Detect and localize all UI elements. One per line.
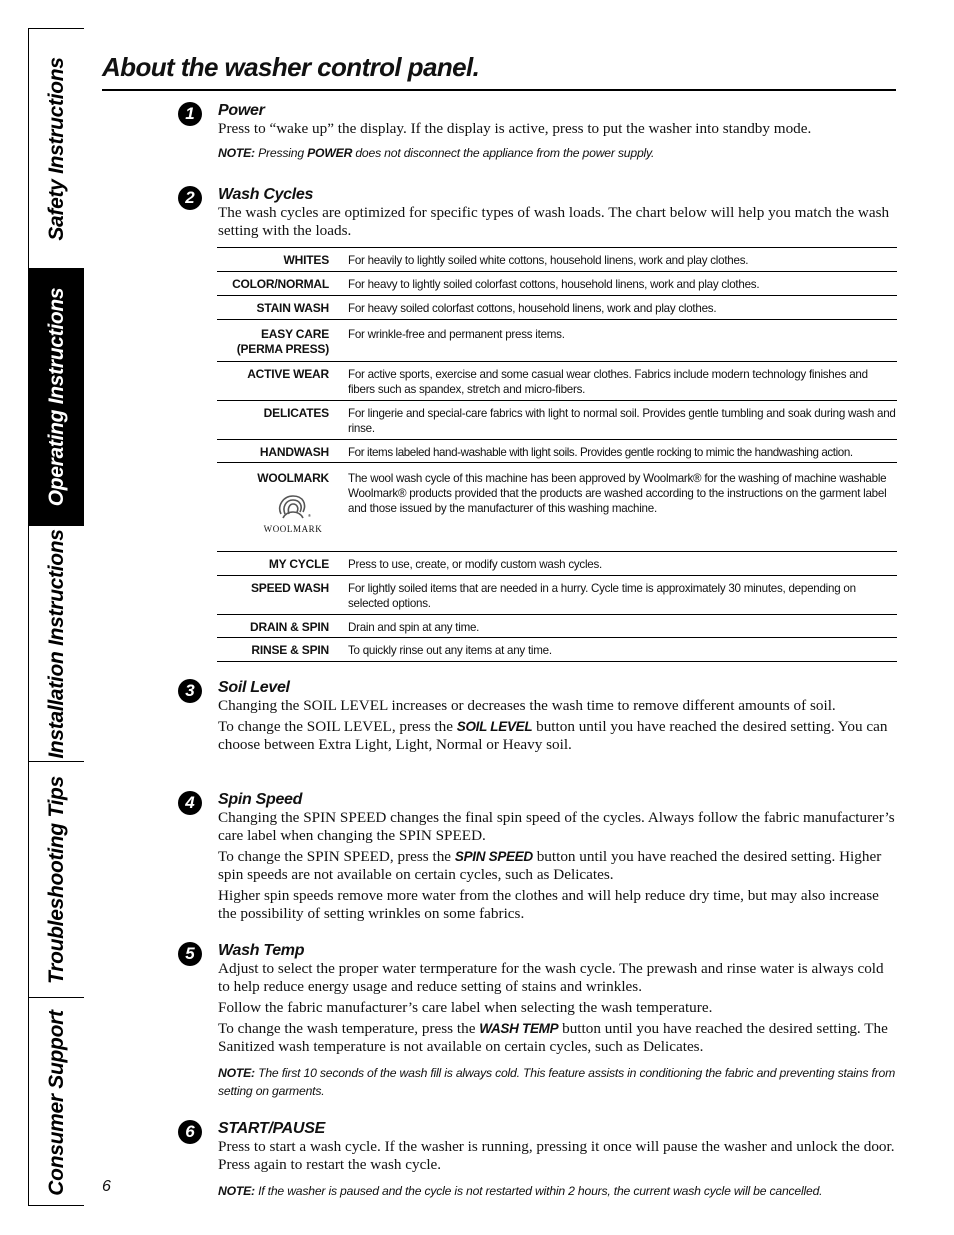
wash-cycle-table: [217, 247, 897, 662]
section-spin-speed: [178, 791, 898, 923]
tab-consumer-support[interactable]: Consumer Support: [44, 1009, 68, 1196]
section-soil-level: [178, 679, 898, 754]
section-text: Press to start a wash cycle. If the washer is running, pressing it once will pause the washer and unlock the door. Press again to restart the wash cycle.: [218, 1138, 895, 1173]
section-text: Adjust to select the proper water termperature for the wash cycle. The prewash and rinse water is always cold to help reduce energy usage and reduce setting of stains and wrinkles.: [218, 960, 884, 995]
section-text: To change the SOIL LEVEL, press the SOIL LEVEL button until you have reached the desired setting. You can choose between Extra Light, Light, Normal or Heavy soil.: [218, 718, 888, 753]
section-heading: Wash Temp: [218, 942, 305, 959]
section-heading: START/PAUSE: [218, 1120, 325, 1137]
table-row: [217, 463, 897, 552]
woolmark-icon: [275, 492, 311, 522]
table-row: [217, 362, 897, 401]
cycle-description: For items labeled hand-washable with light soils. Provides gentle rocking to mimic the handwashing action.: [348, 446, 853, 459]
cycle-name: RINSE & SPIN: [251, 643, 329, 657]
tab-installation-instructions[interactable]: Installation Instructions: [29, 526, 84, 762]
table-row: [217, 320, 897, 362]
section-text: Higher spin speeds remove more water from the clothes and will help reduce dry time, but may also increase the possibility of setting wrinkles on some fabrics.: [218, 887, 879, 922]
cycle-description: For heavily to lightly soiled white cottons, household linens, work and play clothes.: [348, 254, 749, 267]
cycle-description: For active sports, exercise and some casual wear clothes. Fabrics include modern technology finishes and fibers such as spandex, stretch and micro-fibers.: [348, 368, 868, 396]
section-wash-cycles: [178, 186, 898, 240]
table-row: [217, 248, 897, 272]
cycle-name: WOOLMARK ® WOOLMARK: [217, 463, 329, 551]
cycle-description: For wrinkle-free and permanent press items.: [348, 328, 565, 341]
cycle-name: DELICATES: [263, 406, 329, 420]
section-text: To change the wash temperature, press the WASH TEMP button until you have reached the desired setting. The Sanitized wash temperature is not available on certain cycles, such as Delicates.: [218, 1020, 888, 1055]
section-text: Changing the SOIL LEVEL increases or decreases the wash time to remove different amounts of soil.: [218, 697, 836, 714]
section-heading: Spin Speed: [218, 791, 303, 808]
cycle-name: SPEED WASH: [250, 581, 329, 595]
section-number-badge: 6: [178, 1120, 202, 1144]
woolmark-logo: ® WOOLMARK: [261, 492, 325, 537]
section-text: Press to “wake up” the display. If the display is active, press to put the washer into standby mode.: [218, 120, 812, 137]
cycle-description: For lightly soiled items that are needed in a hurry. Cycle time is approximately 30 minutes, depending on selected options.: [348, 582, 856, 610]
section-heading: Wash Cycles: [218, 186, 314, 203]
table-row: [217, 296, 897, 320]
table-row: [217, 615, 897, 638]
tab-safety-instructions[interactable]: Safety Instructions: [29, 29, 84, 269]
cycle-name: WHITES: [283, 253, 329, 267]
cycle-name: EASY CARE (PERMA PRESS): [236, 327, 329, 356]
section-number-badge: 3: [178, 679, 202, 703]
svg-text:®: ®: [308, 513, 311, 518]
table-row: [217, 638, 897, 662]
cycle-name: DRAIN & SPIN: [250, 620, 329, 634]
cycle-description: The wool wash cycle of this machine has been approved by Woolmark® for the washing of machine washable Woolmark® products provided that the products are washed according to the instructions on the garment label and those issued by the manufacturer of this washing machine.: [348, 472, 887, 515]
note: NOTE: If the washer is paused and the cycle is not restarted within 2 hours, the current wash cycle will be cancelled.: [218, 1184, 823, 1198]
note: NOTE: Pressing POWER does not disconnect the appliance from the power supply.: [218, 146, 655, 160]
cycle-description: Drain and spin at any time.: [348, 621, 480, 634]
table-row: [217, 272, 897, 296]
cycle-name: ACTIVE WEAR: [247, 367, 329, 381]
section-number-badge: 2: [178, 186, 202, 210]
table-row: [217, 401, 897, 440]
section-number-badge: 5: [178, 942, 202, 966]
tab-troubleshooting-tips[interactable]: Troubleshooting Tips: [29, 762, 84, 998]
title-divider: [102, 89, 896, 91]
page-number: 6: [102, 1178, 111, 1195]
section-heading: Power: [218, 102, 265, 119]
cycle-name: HANDWASH: [259, 445, 329, 459]
section-power: [178, 102, 898, 162]
section-number-badge: 1: [178, 102, 202, 126]
cycle-name: STAIN WASH: [256, 301, 329, 315]
table-row: [217, 440, 897, 463]
table-row: [217, 552, 897, 576]
cycle-name: COLOR/NORMAL: [232, 277, 329, 291]
section-text: Follow the fabric manufacturer’s care label when selecting the wash temperature.: [218, 999, 713, 1016]
section-number-badge: 4: [178, 791, 202, 815]
section-heading: Soil Level: [218, 679, 290, 696]
cycle-name: MY CYCLE: [268, 557, 329, 571]
side-tab-bar: [28, 28, 84, 1206]
section-text: To change the SPIN SPEED, press the SPIN SPEED button until you have reached the desired setting. Higher spin speeds are not available on certain cycles, such as Delicates.: [218, 848, 882, 883]
section-start-pause: [178, 1120, 898, 1200]
section-text: The wash cycles are optimized for specific types of wash loads. The chart below will help you match the wash setting with the loads.: [218, 204, 890, 239]
section-wash-temp: [178, 942, 898, 1100]
table-row: [217, 576, 897, 615]
page-title: About the washer control panel.: [102, 52, 480, 82]
note: NOTE: The first 10 seconds of the wash fill is always cold. This feature assists in conditioning the fabric and preventing stains from setting on garments.: [218, 1066, 896, 1098]
section-text: Changing the SPIN SPEED changes the final spin speed of the cycles. Always follow the fabric manufacturer’s care label when changing the SPIN SPEED.: [218, 809, 895, 844]
cycle-description: Press to use, create, or modify custom wash cycles.: [348, 558, 603, 571]
cycle-description: For heavy soiled colorfast cottons, household linens, work and play clothes.: [348, 302, 717, 315]
tab-operating-instructions[interactable]: Operating Instructions: [29, 269, 84, 526]
cycle-description: For heavy to lightly soiled colorfast cottons, household linens, work and play clothes.: [348, 278, 760, 291]
cycle-description: For lingerie and special-care fabrics with light to normal soil. Provides gentle tumbling and soak during wash and rinse.: [348, 407, 896, 435]
cycle-description: To quickly rinse out any items at any time.: [348, 644, 552, 657]
